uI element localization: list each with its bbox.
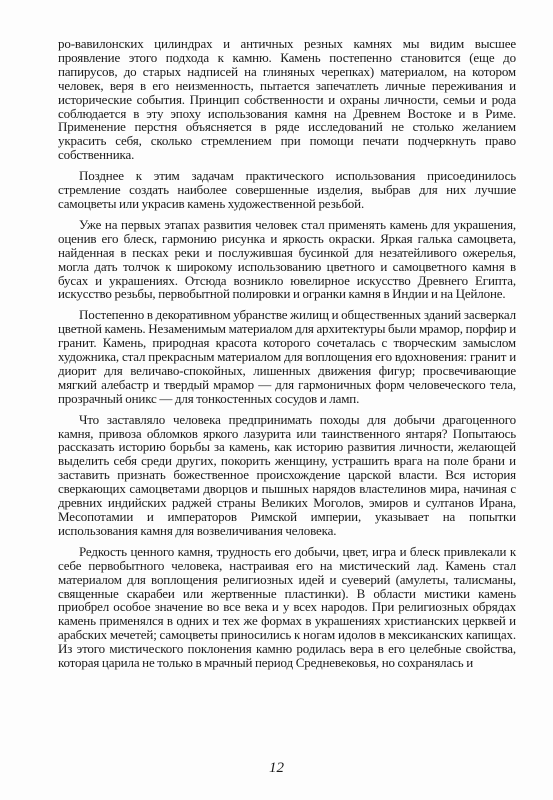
paragraph-6: Редкость ценного камня, трудность его добычи, цвет, игра и блеск привлекали к себе первобытного человека, настраивая его на мистический лад. Камень стал материалом для воплощения религиозных идей и суеверий (амулеты, талисманы, священные скарабеи или жертвенные пластинки). В области мистики камень приобрел особое значение во все века и у всех народов. При религиозных обрядах камень применялся в одних и тех же формах в украшениях христианских церквей и арабских мечетей; самоцветы приносились к ногам идолов в мексиканских капищах. Из этого мистического поклонения камню родилась вера в его целебные свойства, которая царила не только в мрачный период Средневековья, но сохранялась и [58,543,516,671]
page-number: 12 [269,760,284,776]
paragraph-1: ро-вавилонских цилиндрах и античных резных камнях мы видим высшее проявление этого подхода к камню. Камень постепенно становится (еще до папирусов, до старых надписей на глиняных черепках) материалом, на котором человек, веря в его неизменность, пытается запечатлеть личные переживания и исторические события. Принцип собственности и охраны личности, семьи и рода соблюдается в эту эпоху использования камня на Древнем Востоке и в Риме. Применение перстня объясняется в ряде исследований не столько желанием украсить себя, сколько стремлением при помощи печати подчеркнуть право собственника. [58,36,516,163]
paragraph-5: Что заставляло человека предпринимать походы для добычи драгоценного камня, привоза обломков яркого лазурита или таинственного янтаря? Попытаюсь рассказать историю борьбы за камень, как историю развития личности, желающей выделить себя среди других, покорить женщину, устрашить врага на поле брани и заставить признать божественное происхождение царской власти. Вся история сверкающих самоцветами дворцов и пышных нарядов властелинов мира, начиная с древних индийских раджей страны Великих Моголов, эмиров и султанов Ирана, Месопотамии и императоров Римской империи, указывает на попытки использования камня для возвеличивания человека. [58,411,516,538]
paragraph-3: Уже на первых этапах развития человек стал применять камень для украшения, оценив его блеск, гармонию рисунка и яркость окраски. Яркая галька самоцвета, найденная в песках реки и послужившая бусинкой для незатейливого ожерелья, могла дать толчок к широкому использованию цветного и самоцветного камня в бусах и украшениях. Отсюда возникло ювелирное искусство Древнего Египта, искусство резьбы, первобытной полировки и огранки камня в Индии и на Цейлоне. [58,216,516,302]
paragraph-2: Позднее к этим задачам практического использования присоединилось стремление создать наиболее совершенные изделия, выбрав для них лучшие самоцветы или украсив камень художественной резьбой. [58,168,516,211]
body-text [58,37,516,677]
paragraph-4: Постепенно в декоративном убранстве жилищ и общественных зданий засверкал цветной камень. Незаменимым материалом для архитектуры были мрамор, порфир и гранит. Камень, природная красота которого сочеталась с творческим замыслом художника, стал прекрасным материалом для воплощения его вдохновения: гранит и диорит для величаво-спокойных, лишенных движения фигур; просвечивающие мягкий алебастр и твердый мрамор — для гармоничных форм человеческого тела, прозрачный оникс — для тонкостенных сосудов и ламп. [58,307,517,406]
